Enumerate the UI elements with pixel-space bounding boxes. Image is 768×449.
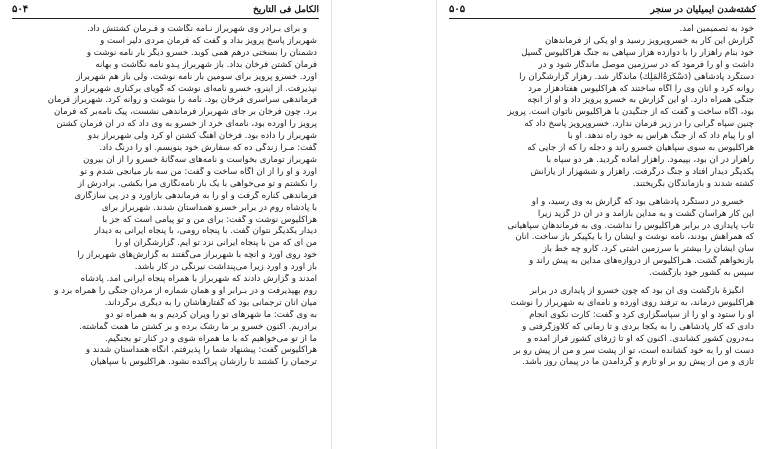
text-line: آورد. خسرو پرویز برای سومین بار نامه نوشت. ولی باز هم شهربراز: [76, 71, 317, 82]
text-line: گزارش این کار به خسروپرویز رسید و او یکی از فرماندهان: [544, 35, 754, 46]
text-line: هراکلیوس به سوی سپاهیان خسرو راند و دجله را که از جایی که: [527, 143, 754, 154]
right-page-body: [451, 24, 754, 443]
text-line: که همراهش بودند، نامه نوشت و ایشان را با یکپیکر باز ساخت. آنان: [515, 232, 754, 243]
text-line: بازنخواهم گشت. هـراکلیوس از دروازه‌های مداین به پیش راند و: [529, 256, 754, 267]
text-line: نپذیرفت. از اینرو، خسرو نامه‌ای نوشت که گویای برکناری شهربراز و: [74, 83, 317, 94]
text-line: تازی و من از پیش رو بر او تازم و گردامدن ما در پیمان روز باشد.: [522, 357, 754, 368]
left-running-title: الكامل فى التاريخ: [252, 5, 319, 15]
right-page: [436, 0, 768, 449]
text-line: دشمنان را بسختی درهم همی کوبد. خسرو دیگر بار نامه نوشت و: [86, 47, 317, 58]
text-line: و برای بـرادر وی شهربراز نـامه نگاشت و فـرمان کشتنش داد.: [86, 24, 307, 34]
text-line: به وی گفت: ما شهرهای تو را ویران کردیم و به همراه تو دو: [105, 309, 317, 320]
text-line: دادی که کار پادشاهی را به یکجا بردی و تا زمانی که کلاوزگرفتی و: [522, 321, 754, 332]
text-line: چنین سپاه گرانی را در زیر فرمان ندارد. خسروپرویز پاسخ داد که: [524, 119, 754, 130]
text-line: گفت: مـرا زندگی ده که سفارش خود بنویسم. او را درنگ داد.: [99, 143, 317, 154]
text-line: دست او را به خود کشانده است، تو از پشت سر و من از پیش رو بر: [513, 345, 754, 356]
text-line: باز آورد و آورد زیرا می‌پنداشت نیرنگی در کار باشد.: [134, 262, 317, 273]
text-line: یکدیگر دیدار افتاد و جنگ درگرفت. راهزار و ششهزار از یارانش: [530, 166, 754, 177]
text-line: بـه‌درون کشور کشاندی. اکنون که او تا ژرفای کشور فراز آمده و: [527, 333, 754, 344]
text-line: سان ایشان را بیشتر با سرزمین آشتی کرد. کارو چه خط باز: [542, 244, 754, 255]
text-line: روانه کرد و آنان وی را آگاه ساختند که هراکلیوس هفتادهزار مرد: [528, 83, 754, 94]
text-line: بود، آگاه ساخت و گفت که از جنگیدن با هراکلیوس ناتوان است. پرویز: [507, 107, 754, 118]
left-page-body: [14, 24, 317, 443]
text-line: فرمان کشتن فرخان بداد. باز شهربراز پـدو نامه نگاشت و بهانه: [95, 59, 317, 70]
text-line: شهربراز پاسخ پرویز بداد و گفت که فرمان مردی دلیر است و: [100, 35, 317, 46]
text-line: سپس به کشور خود بازگشت.: [649, 268, 754, 279]
text-line: خود روی آورد و آنچه با شهربراز می‌گفتند به گزارش‌های شهربراز را: [77, 250, 317, 261]
text-line: خسرو در دستگرد پادشاهی بود که گزارش به وی رسید، و او: [531, 196, 744, 207]
text-line: من آی که من با پنجاه ایرانی نزد تو آیم. گزارشگران او را: [115, 238, 317, 249]
text-line: پرویز را آورده بود، نامه‌ای خرد از خسرو به وی داد که در آن فرمان کشتن: [56, 119, 317, 130]
text-line: با پادشاه روم در برابر خسرو همداستان شدند. شهربراز برای: [101, 202, 317, 213]
text-line: ما از تو می‌خواهیم که با ما همراه شوی و در کنار تو بجنگیم.: [104, 333, 317, 344]
text-line: کشته شدند و بازماندگان بگریختند.: [632, 178, 754, 189]
text-line: جنگی همراه دارد. او این گزارش به خسرو پرویز داد و او از آنچه: [527, 95, 754, 106]
text-line: میان آنان ترجمانی بود که گفتارهاشان را به دیگری برگرداند.: [104, 297, 317, 308]
right-running-title: کشته‌شدن ایمیلیان در سنجر: [650, 5, 756, 15]
text-line: خود به تصمیمین آمد.: [679, 24, 754, 34]
left-page-header: [12, 4, 319, 19]
text-line: دیدار یکدیگر نتوان گفت. با پنجاه رومی، با پنجاه ایرانی به دیدار: [94, 226, 317, 237]
text-line: او را پیام داد که از جنگ هراس به خود راه ندهد. او با: [567, 131, 754, 142]
text-line: خود بنام راهزار را با دوازده هزار سپاهی به جنگ هراکلیوس گسیل: [521, 47, 754, 58]
text-line: شهربراز را داده بود. فرخان آهنگ کشتن او کرد ولی شهربراز بدو: [87, 131, 317, 142]
right-page-number: ۵۰۵: [449, 4, 466, 15]
text-line: او را ستود و او را از سپاسگزاری کرد و گفت: کارت نکوی انجام: [529, 309, 754, 320]
text-line: را نکشتم و تو می‌خواهی با یک بار نامه‌نگاری مرا بکشی. برادرش از: [77, 178, 317, 189]
text-line: این کار هراسان گشت و به مداین بازآمد و در آن دژ گزید زیرا: [537, 208, 754, 219]
text-line: هراکلیوس نوشت و گفت: برای من و تو پیامی است که جز با: [102, 214, 317, 225]
text-line: شهربراز توماری بخواست و نامه‌های سه‌گانهٔ خسرو را از آن بیرون: [83, 154, 317, 165]
text-line: روم بهپذیرفت و در بـرابر او و همان شماره از مردان جنگی را همراه برد و: [54, 285, 317, 296]
text-line: فرماندهی سراسری فرخان بود. نامه را بنوشت و روانه کرد. شهربراز فرمان: [47, 95, 317, 106]
text-line: هراکلیوس گفت: پیشنهاد شما را پذیرفتم. آنگاه همداستان شدند و: [85, 345, 317, 356]
text-line: آمدند و گزارش دادند که شهربراز با همراه پنجاه ایرانی آمد. پادشاه: [80, 274, 317, 285]
text-line: تاب پایداری در برابر هراکلیوس را نداشت. وی به فرماندهان سپاهیانی: [507, 220, 754, 231]
text-line: فرماندهی کناره گرفت و او را به فرماندهی بازآورد و در پی سازگاری: [74, 190, 317, 201]
text-line: برد. چون فرخان بر جای شهربراز فرماندهی نشست، پیک نامه‌بر که فرمان: [54, 107, 317, 118]
text-line: هراکلیوس درماند، به ترفند روی آورده و نامه‌ای به شهربراز را نوشت: [510, 297, 754, 308]
text-line: آورد و او را از آن آگاه ساخت و گفت: من سه بار میانجی شدم و تو: [80, 166, 317, 177]
text-line: داشت و او را فرمود که در سرزمین موصل ماندگار شود و در: [538, 59, 754, 70]
text-line: راهزار در آن بود، بپیمود. راهزار آماده گردید. هر دو سپاه با: [546, 154, 754, 165]
text-line: انگیزهٔ بازگشت وی آن بود که چون خسرو از پایداری در برابر: [530, 286, 744, 297]
text-line: برادریم. اکنون خسرو بر ما رشک برده و بر کشتن ما همت گماشته.: [79, 321, 317, 332]
right-page-header: [449, 4, 756, 19]
left-page: [0, 0, 332, 449]
text-line: دستگرد پادشاهی (دَسْکَرَةُالمَلِك) ماندگار شد. رهزار گزارشگران را: [519, 71, 754, 82]
left-page-number: ۵۰۴: [12, 4, 29, 15]
text-line: ترجمان را کشتند تا رازشان پراکنده نشود. هراکلیوس با سپاهیان: [90, 357, 317, 368]
